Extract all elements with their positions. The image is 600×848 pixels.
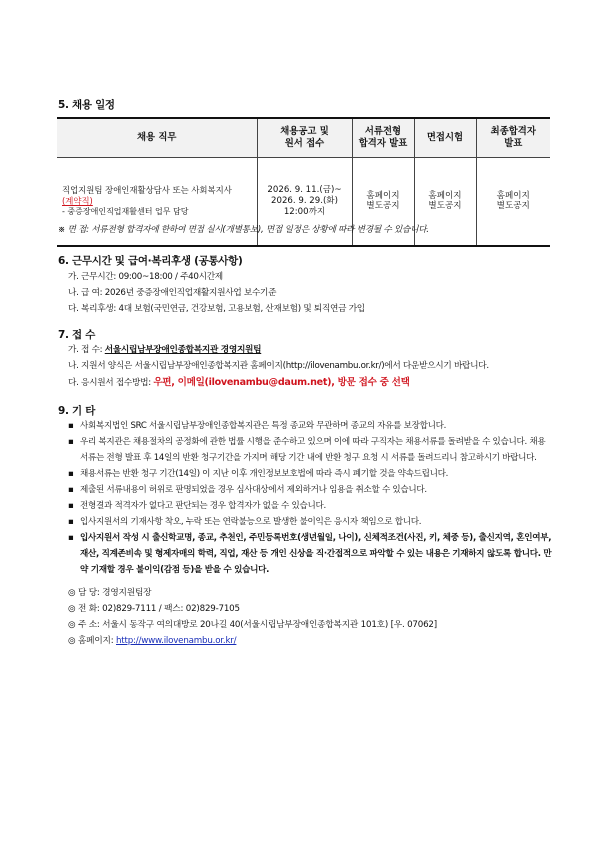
homepage-label: ◎ 홈페이지:: [68, 636, 116, 646]
note-item: [68, 530, 552, 578]
contact-address: ◎ 주 소: 서울시 동작구 여의대방로 20나길 40(서울시립남부장애인종합복지관 101호) [우. 07062]: [68, 620, 437, 630]
header-document-result: 서류전형 합격자 발표: [352, 118, 414, 157]
homepage-link[interactable]: http://www.ilovenambu.or.kr/: [116, 636, 237, 646]
interview-note: ※ 면 접: 서류전형 합격자에 한하여 면접 실시(개별통보), 면접 일정은 상황에 따라 변경될 수 있습니다.: [58, 225, 429, 235]
job-duty: - 중증장애인직업재활센터 업무 담당: [62, 207, 189, 217]
submission-label: 다. 응시원서 접수방법:: [68, 378, 154, 388]
note-text: 입사지원서 작성 시 출신학교명, 종교, 추천인, 주민등록번호(생년월일, 나이), 신체적조건(사진, 키, 체중 등), 출신지역, 혼인여부, 재산, 직계존비속 및 형제자매의 학력, 직업, 재산 등 개인 신상을 직·간접적으로 파악할 수 있는 내용은 기재하지 않도록 합니다. 만약 기재할 경우 불이익(감점 등)을 받을 수 있습니다.: [80, 533, 552, 575]
section6-title: 6. 근무시간 및 급여·복리후생 (공통사항): [58, 255, 243, 267]
contract-type: (계약직): [62, 195, 93, 206]
contact-person: ◎ 담 당: 경영지원팀장: [68, 588, 152, 598]
final-result-cell: 홈페이지 별도공지: [476, 157, 550, 246]
bullet-square-icon: ▪: [68, 437, 74, 447]
document-result-cell: 홈페이지 별도공지: [352, 157, 414, 246]
submission-method: [68, 374, 410, 388]
header-final-result: 최종합격자 발표: [476, 118, 550, 157]
interview-cell: 홈페이지 별도공지: [414, 157, 476, 246]
note-text: 사회복지법인 SRC 서울시립남부장애인종합복지관은 특정 종교와 무관하며 종교의 자유를 보장합니다.: [80, 421, 447, 431]
notes-list: [68, 418, 552, 578]
note-text: 우리 복지관은 채용절차의 공정화에 관한 법률 시행을 준수하고 있으며 이에 따라 구직자는 채용서류를 돌려받을 수 있습니다. 채용서류는 전형 발표 후 14일의 반환 청구기간을 가지며 해당 기간 내에 반환 청구 요청 시 서류를 돌려드리니 참고하시기 바랍니다.: [80, 437, 546, 463]
salary: 나. 급 여: 2026년 중증장애인직업재활지원사업 보수기준: [68, 288, 277, 298]
section5-title: 5. 채용 일정: [58, 99, 115, 111]
note-item: [68, 482, 552, 498]
section9-title: 9. 기 타: [58, 405, 96, 417]
bullet-square-icon: ▪: [68, 485, 74, 495]
note-item: [68, 514, 552, 530]
section7-title: 7. 접 수: [58, 329, 96, 341]
reception-label: 가. 접 수:: [68, 345, 105, 355]
note-item: [68, 418, 552, 434]
note-text: 제출된 서류내용이 허위로 판명되었을 경우 심사대상에서 제외하거나 임용을 취소할 수 있습니다.: [80, 485, 427, 495]
submission-options: 우편, 이메일(ilovenambu@daum.net), 방문 접수 중 선택: [153, 377, 410, 388]
schedule-header-row: [57, 118, 550, 157]
note-text: 전형결과 적격자가 없다고 판단되는 경우 합격자가 없을 수 있습니다.: [80, 501, 326, 511]
reception-office: [68, 343, 261, 355]
note-text: 채용서류는 반환 청구 기간(14일) 이 지난 이후 개인정보보호법에 따라 즉시 폐기할 것을 약속드립니다.: [80, 469, 449, 479]
work-hours: 가. 근무시간: 09:00~18:00 / 주40시간제: [68, 272, 223, 282]
period-cell: 2026. 9. 11.(금)~ 2026. 9. 29.(화) 12:00까지: [257, 157, 352, 246]
contact-homepage: [68, 634, 236, 646]
bullet-square-icon: ▪: [68, 421, 74, 431]
job-title: 직업지원팀 장애인재활상담사 또는 사회복지사: [62, 185, 232, 196]
bullet-square-icon: ▪: [68, 469, 74, 479]
bullet-square-icon: ▪: [68, 501, 74, 511]
note-item: [68, 498, 552, 514]
reception-team: 서울시립남부장애인종합복지관 경영지원팀: [104, 345, 262, 355]
note-text: 입사지원서의 기재사항 착오, 누락 또는 연락불능으로 발생한 불이익은 응시자 책임으로 합니다.: [80, 517, 422, 527]
bullet-square-icon: ▪: [68, 533, 74, 543]
benefits: 다. 복리후생: 4대 보험(국민연금, 건강보험, 고용보험, 산재보험) 및 퇴직연금 가입: [68, 304, 365, 314]
contact-phone: ◎ 전 화: 02)829-7111 / 팩스: 02)829-7105: [68, 604, 240, 614]
header-period: 채용공고 및 원서 접수: [257, 118, 352, 157]
note-item: [68, 466, 552, 482]
note-item: [68, 434, 552, 466]
bullet-square-icon: ▪: [68, 517, 74, 527]
header-job: 채용 직무: [57, 118, 257, 157]
form-download-info: 나. 지원서 양식은 서울시립남부장애인종합복지관 홈페이지(http://ilovenambu.or.kr/)에서 다운받으시기 바랍니다.: [68, 361, 489, 371]
header-interview: 면접시험: [414, 118, 476, 157]
